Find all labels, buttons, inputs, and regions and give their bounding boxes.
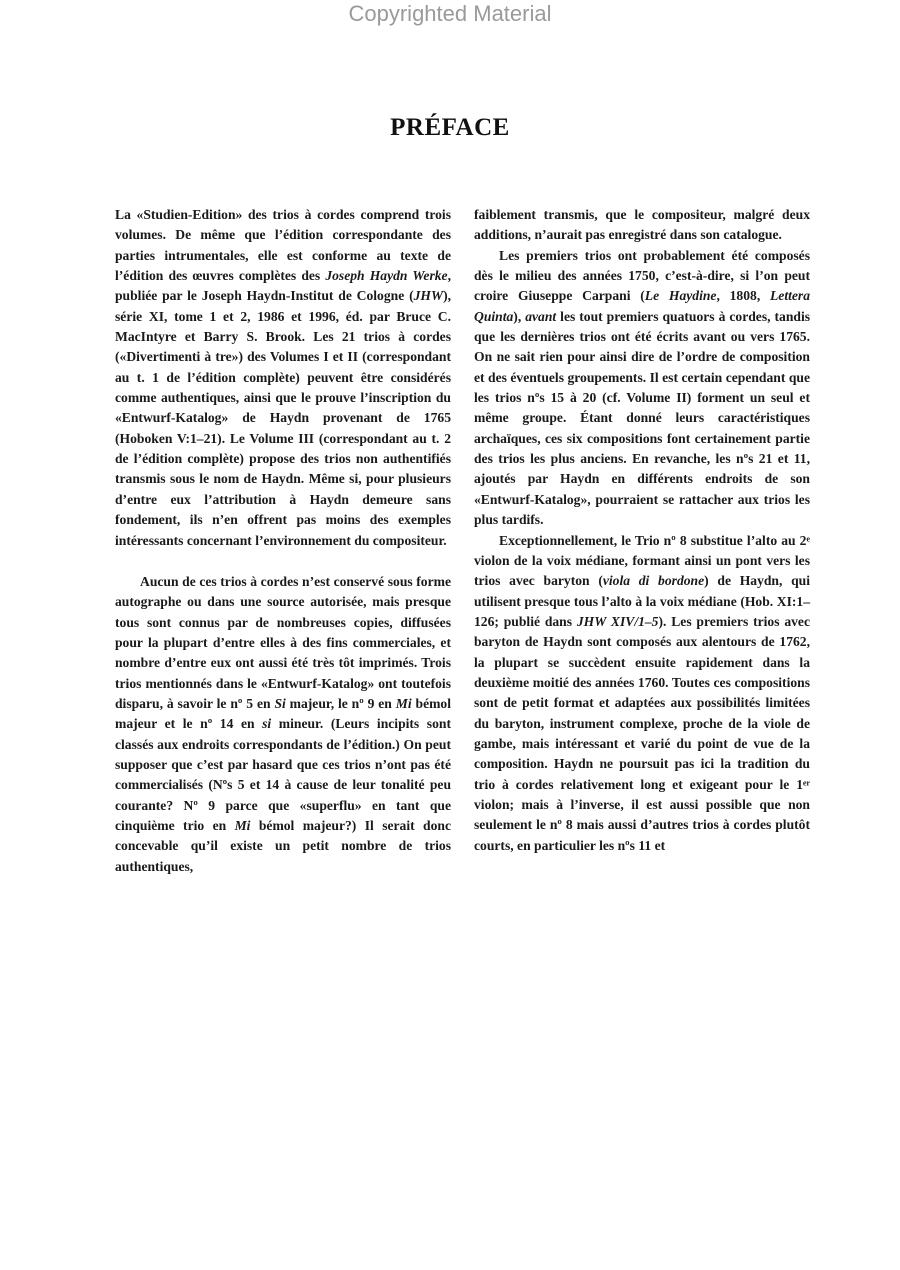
copyright-watermark: Copyrighted Material	[348, 1, 552, 26]
paragraph-1: La «Studien-Edition» des trios à cordes comprend trois volumes. De même que l’édition correspondante des parties intrumentales, elle est conforme au texte de l’édition des œuvres complètes des Joseph Haydn Werke, publiée par le Joseph Haydn-Institut de Cologne (JHW), série XI, tome 1 et 2, 1986 et 1996, éd. par Bruce C. MacIntyre et Barry S. Brook. Les 21 trios à cordes («Divertimenti à tre») des Volumes I et II (correspondant au t. 1 de l’édition complète) peuvent être considérés comme authentiques, ainsi que le prouve l’inscription du «Entwurf-Katalog» de Haydn provenant de 1765 (Hoboken V:1–21). Le Volume III (correspondant au t. 2 de l’édition complète) propose des trios non authentifiés transmis sous le nom de Haydn. Même si, pour plusieurs d’entre eux l’attribution à Haydn demeure sans fondement, ils n’en offrent pas moins des exemples intéressants concernant l’environnement du compositeur.	[115, 207, 451, 548]
page-title: PRÉFACE	[390, 114, 510, 141]
left-column	[115, 205, 451, 877]
paragraph-2: Aucun de ces trios à cordes n’est conservé sous forme autographe ou dans une source autorisée, mais presque tous sont connus par de nombreuses copies, diffusées pour la plupart d’entre elles à des fins commerciales, et nombre d’entre eux ont aussi été très tôt imprimés. Trois trios mentionnés dans le «Entwurf-Katalog» ont toutefois disparu, à savoir le nº 5 en Si majeur, le nº 9 en Mi bémol majeur et le nº 14 en si mineur. (Leurs incipits sont classés aux endroits correspondants de l’édition.) On peut supposer que c’est par hasard que ces trios n’ont pas été commercialisés (Nºs 5 et 14 à cause de leur tonalité peu courante? Nº 9 parce que «superflu» en tant que cinquième trio en Mi bémol majeur?) Il serait donc concevable qu’il existe un petit nombre de trios authentiques,	[115, 573, 451, 874]
right-column	[474, 205, 810, 856]
paragraph-4: Exceptionnellement, le Trio nº 8 substitue l’alto au 2ᵉ violon de la voix médiane, formant ainsi un pont vers les trios avec baryton (viola di bordone) de Haydn, qui utilisent presque tous l’alto à la voix médiane (Hob. XI:1–126; publié dans JHW XIV/1–5). Les premiers trios avec baryton de Haydn sont composés aux alentours de 1762, la plupart se succèdent ensuite rapidement dans la deuxième moitié des années 1760. Toutes ces compositions sont de petit format et adaptées aux possibilités limitées du baryton, instrument complexe, proche de la viole de gambe, mais intéressant et varié du point de vue de la composition. Haydn ne poursuit pas ici la tradition du trio à cordes relativement long et exigeant pour le 1ᵉʳ violon; mais à l’inverse, il est aussi possible que non seulement le nº 8 mais aussi d’autres trios à cordes plutôt courts, en particulier les nºs 11 et	[474, 532, 811, 853]
paragraph-3: Les premiers trios ont probablement été composés dès le milieu des années 1750, c’est-à-dire, si l’on peut croire Giuseppe Carpani (Le Haydine, 1808, Lettera Quinta), avant les tout premiers quatuors à cordes, tandis que les dernières trios ont été écrits avant ou vers 1765. On ne sait rien pour ainsi dire de l’ordre de composition et des éventuels groupements. Il est certain cependant que les trios nºs 15 à 20 (cf. Volume II) forment un seul et même groupe. Étant donné leurs caractéristiques archaïques, ces six compositions font certainement partie des trios les plus anciens. En revanche, les nºs 21 et 11, ajoutés par Haydn en différents endroits de son «Entwurf-Katalog», pourraient se rattacher aux trios les plus tardifs.	[474, 247, 811, 528]
paragraph-continuation: faiblement transmis, que le compositeur, malgré deux additions, n’aurait pas enregistré dans son catalogue.	[474, 207, 810, 243]
